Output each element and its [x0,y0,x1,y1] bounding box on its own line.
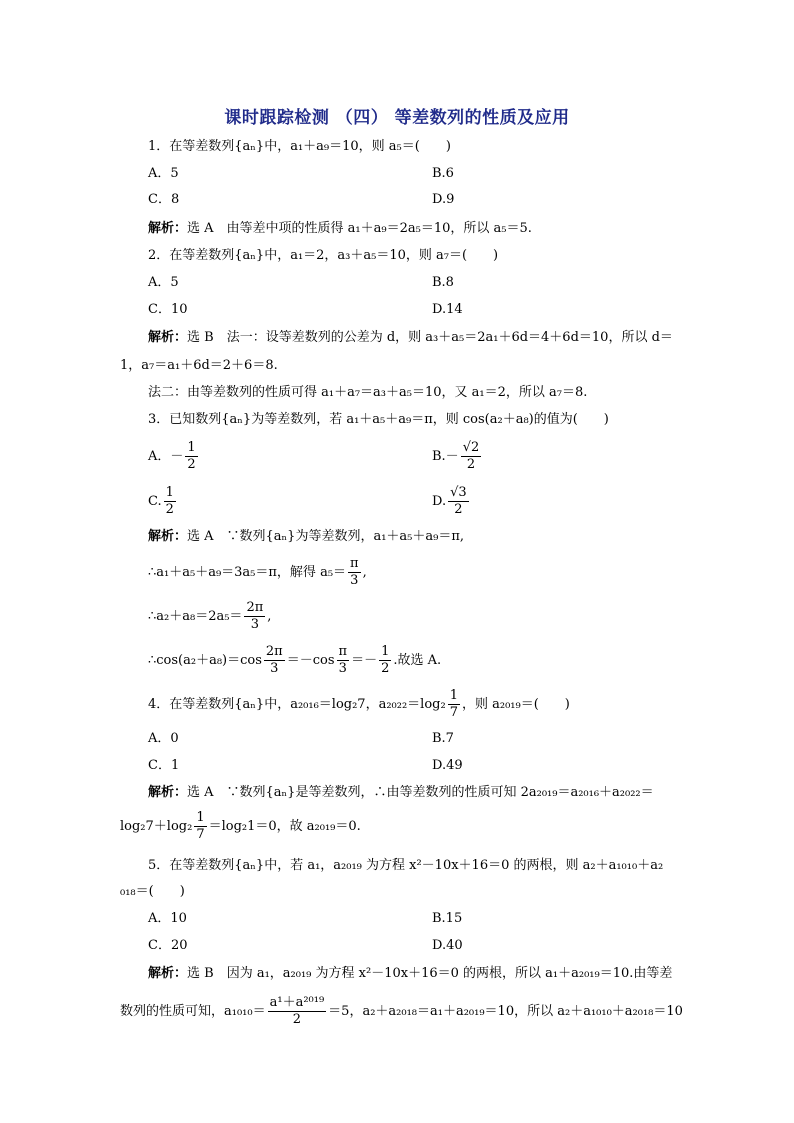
fraction [164,485,176,518]
q3-stem: 3．已知数列{aₙ}为等差数列，若 a₁＋a₅＋a₉＝π，则 cos(a₂＋a₈)的值为( ) [148,412,609,427]
q3-solution-line-3 [148,600,271,633]
numerator: π [350,556,359,571]
fraction [194,810,206,843]
q5-stem-line-2: ₀₁₈＝( ) [120,884,185,899]
q3-solution-line-1 [148,528,464,546]
q1-option-d: D.9 [432,192,455,207]
q1-option-b: B.6 [432,166,454,181]
fraction [448,688,460,721]
text: ∴a₁＋a₅＋a₉＝3a₅＝π，解得 a₅＝ [148,565,347,580]
denominator: 3 [350,573,359,588]
q5-option-a: A．10 [148,911,187,926]
q3-option-a [148,440,200,473]
denominator: 2 [292,1012,302,1027]
solution-label: 解析： [148,221,188,236]
q1-stem: 1．在等差数列{aₙ}中，a₁＋a₉＝10，则 a₅＝( ) [148,139,451,154]
q4-option-a: A．0 [148,731,179,746]
denominator: 7 [449,705,458,720]
denominator: 2 [466,457,476,472]
fraction [185,440,197,473]
denominator: 2 [165,502,174,517]
denominator: 7 [196,827,205,842]
q4-solution-line-2 [120,810,361,843]
numerator: √3 [450,485,467,500]
numerator: 1 [381,644,390,659]
q2-stem: 2．在等差数列{aₙ}中，a₁＝2，a₃＋a₅＝10，则 a₇＝( ) [148,248,499,263]
numerator: π [338,644,348,659]
fraction [461,440,482,473]
q1-option-c: C．8 [148,192,180,207]
q5-option-c: C．20 [148,938,188,953]
text: , [362,565,367,580]
q5-stem-line-1: 5．在等差数列{aₙ}中，若 a₁，a₂₀₁₉ 为方程 x²－10x＋16＝0 的两根，则 a₂＋a₁₀₁₀＋a₂ [148,858,664,873]
text: 4．在等差数列{aₙ}中，a₂₀₁₆＝log₂7，a₂₀₂₂＝log₂ [148,697,446,712]
q3-solution-text-1: 选 A ∵数列{aₙ}为等差数列，a₁＋a₅＋a₉＝π, [187,529,465,544]
solution-label: 解析： [148,966,188,981]
q3-option-b [432,440,483,473]
q2-option-d: D.14 [432,302,463,317]
text: ＝5，a₂＋a₂₀₁₈＝a₁＋a₂₀₁₉＝10，所以 a₂＋a₁₀₁₀＋a₂₀₁₈＝10 [328,1004,683,1019]
numerator: 2π [246,600,264,615]
q5-solution-line-2 [120,995,683,1028]
q2-solution-line-2: 1，a₇＝a₁＋6d＝2＋6＝8. [120,358,278,373]
q5-solution-line-1 [148,965,672,983]
q1-solution-text: 选 A 由等差中项的性质得 a₁＋a₉＝2a₅＝10，所以 a₅＝5. [187,221,532,236]
numerator: 1 [165,485,174,500]
text: 数列的性质可知，a₁₀₁₀＝ [120,1004,266,1019]
fraction [337,644,350,677]
denominator: 3 [338,661,347,676]
text: ＝log₂1＝0，故 a₂₀₁₉＝0. [208,819,361,834]
denominator: 2 [381,661,390,676]
text: log₂7＋log₂ [120,819,193,834]
q3-option-d [432,485,471,518]
q2-option-b: B.8 [432,275,454,290]
q3-solution-line-4 [148,644,441,677]
text: , [267,609,272,624]
q2-option-a: A．5 [148,275,179,290]
q5-option-d: D.40 [432,938,463,953]
option-prefix: A．－ [148,449,184,464]
fraction [379,644,391,677]
q1-option-a: A．5 [148,166,179,181]
numerator: 2π [265,644,283,659]
q4-option-d: D.49 [432,758,463,773]
text: ＝－cos [286,653,335,668]
numerator: 1 [187,440,196,455]
solution-label: 解析： [148,785,188,800]
denominator: 3 [270,661,279,676]
text: .故选 A. [393,653,442,668]
numerator: √2 [462,440,480,455]
denominator: 2 [187,457,196,472]
q1-solution [148,220,532,238]
q2-solution-text-1: 选 B 法一：设等差数列的公差为 d，则 a₃＋a₅＝2a₁＋6d＝4＋6d＝10，所以 d＝ [187,330,673,345]
q4-solution-text-1: 选 A ∵数列{aₙ}是等差数列，∴由等差数列的性质可知 2a₂₀₁₉＝a₂₀₁₆＋a₂₀₂₂＝ [187,785,654,800]
q5-option-b: B.15 [432,911,463,926]
text: ＝－ [351,653,378,668]
option-prefix: B.－ [432,449,459,464]
q4-option-b: B.7 [432,731,454,746]
q4-option-c: C．1 [148,758,180,773]
q2-solution-line-1 [148,329,673,347]
option-prefix: C. [148,494,162,509]
q2-solution-line-3: 法二：由等差数列的性质可得 a₁＋a₇＝a₃＋a₅＝10，又 a₁＝2，所以 a₇＝8. [148,385,588,400]
page-title: 课时跟踪检测 （四） 等差数列的性质及应用 [224,108,570,128]
solution-label: 解析： [148,330,188,345]
text: ∴a₂＋a₈＝2a₅＝ [148,609,243,624]
denominator: 3 [250,617,259,632]
fraction [448,485,469,518]
fraction [348,556,361,589]
q4-stem [148,688,570,721]
fraction [244,600,265,633]
denominator: 2 [454,502,463,517]
solution-label: 解析： [148,529,188,544]
fraction [268,995,327,1028]
text: ，则 a₂₀₁₉＝( ) [461,697,570,712]
q2-option-c: C．10 [148,302,188,317]
text: ∴cos(a₂＋a₈)＝cos [148,653,262,668]
option-prefix: D. [432,494,447,509]
numerator: 1 [449,688,458,703]
numerator: a¹＋a²⁰¹⁹ [269,995,325,1010]
q5-solution-text-1: 选 B 因为 a₁，a₂₀₁₉ 为方程 x²－10x＋16＝0 的两根，所以 a₁＋a₂₀₁₉＝10.由等差 [187,966,673,981]
q3-solution-line-2 [148,556,367,589]
q4-solution-line-1 [148,784,654,802]
numerator: 1 [196,810,205,825]
q3-option-c [148,485,178,518]
fraction [264,644,285,677]
